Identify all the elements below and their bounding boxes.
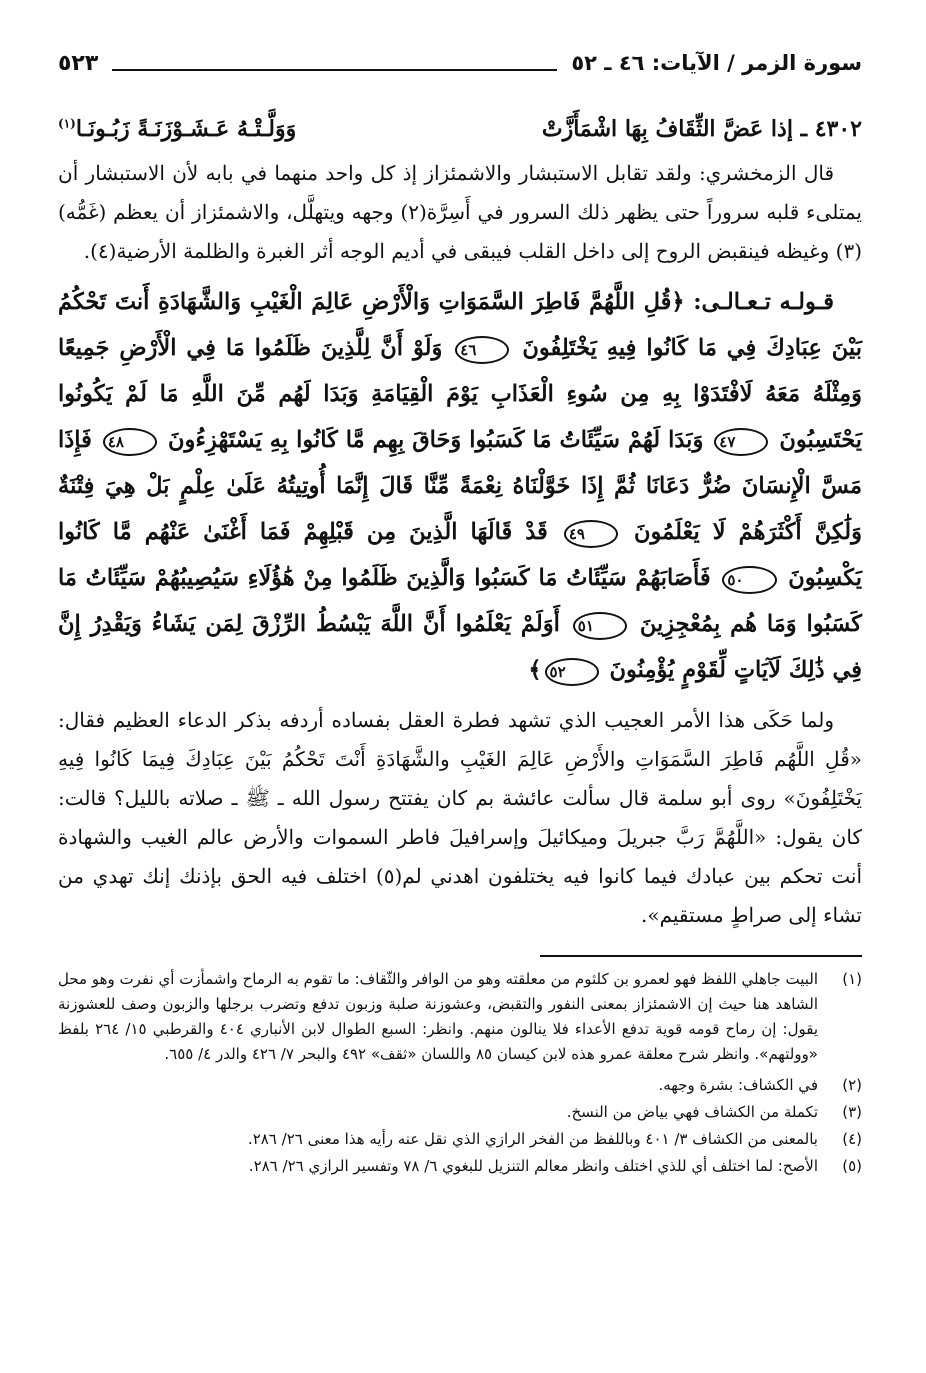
footnote-item <box>58 967 862 1067</box>
ayah-text: أَوَلَمْ يَعْلَمُوا أَنَّ اللَّهَ يَبْسُطُ الرِّزْقَ لِمَن يَشَاءُ وَيَقْدِرُ إِنَّ فِي ذَٰلِكَ لَآيَاتٍ لِّقَوْمٍ يُؤْمِنُونَ <box>58 611 862 683</box>
hemistich-2: وَوَلَّـتْـهُ عَـشَـوْزَنَـةً زَبُـونَـا <box>75 116 297 142</box>
footnote-number: (٤) <box>842 1130 862 1148</box>
verse-second-hemistich <box>58 116 296 142</box>
footnotes <box>58 967 862 1179</box>
footnote-item <box>58 1100 862 1125</box>
quran-passage <box>58 279 862 693</box>
ayah-text: وَبَدَا لَهُمْ سَيِّئَاتُ مَا كَسَبُوا وَحَاقَ بِهِم مَّا كَانُوا بِهِ يَسْتَهْزِءُونَ <box>167 427 704 453</box>
ayah-number-marker: ٥٠ <box>722 566 776 594</box>
ayah-number-marker: ٤٨ <box>103 428 157 456</box>
quran-intro: قـولـه تـعـالـى: ﴿ <box>671 289 834 315</box>
ayah-number-marker: ٥٢ <box>545 658 599 686</box>
footnote-text: الأصح: لما اختلف أي للذي اختلف وانظر معالم التنزيل للبغوي ٦/ ٧٨ وتفسير الرازي ٢٦/ ٢٨٦. <box>248 1157 818 1175</box>
footnote-number: (٥) <box>842 1157 862 1175</box>
footnote-item <box>58 1154 862 1179</box>
running-header <box>58 46 862 80</box>
ayah-text: وَلَوْ أَنَّ لِلَّذِينَ ظَلَمُوا مَا فِي الْأَرْضِ جَمِيعًا وَمِثْلَهُ مَعَهُ لَافْتَدَوْا بِهِ مِن سُوءِ الْعَذَابِ يَوْمَ الْقِيَامَةِ وَبَدَا لَهُم مِّنَ اللَّهِ مَا لَمْ يَكُونُوا يَحْتَسِبُونَ <box>58 335 862 453</box>
page-number: ٥٢٣ <box>58 50 99 76</box>
footnote-separator <box>540 955 862 957</box>
quran-close-bracket: ﴾ <box>528 657 542 683</box>
ayah-number-marker: ٤٦ <box>455 336 509 364</box>
paragraph-commentary: ولما حَكَى هذا الأمر العجيب الذي تشهد فطرة العقل بفساده أردفه بذكر الدعاء العظيم فقال: «قُلِ اللَّهُم فَاطِرَ السَّمَوَاتِ والأَرْضِ عَالِمَ الغَيْبِ والشَّهَادَةِ أَنْتَ تَحْكُمُ بَيْنَ عِبَادِكَ فِيمَا كَانُوا فِيهِ يَخْتَلِفُونَ» روى أبو سلمة قال سألت عائشة بم كان يفتتح رسول الله ـ ﷺ ـ صلاته بالليل؟ قالت: كان يقول: «اللَّهُمَّ رَبَّ جبريلَ وميكائيلَ وإسرافيلَ فاطر السموات والأرض عالم الغيب والشهادة أنت تحكم بين عبادك فيما كانوا فيه يختلفون اهدني لم(٥) اختلف فيه الحق بإذنك إنك تهدي من تشاء إلى صراطٍ مستقيم». <box>58 708 863 927</box>
footnote-text: بالمعنى من الكشاف ٣/ ٤٠١ وباللفظ من الفخر الرازي الذي نقل عنه رأيه هذا معنى ٢٦/ ٢٨٦. <box>247 1130 818 1148</box>
header-rule <box>112 55 557 71</box>
verse-number: ٤٣٠٢ <box>814 116 862 142</box>
ayah-text: فَإِذَا مَسَّ الْإِنسَانَ ضُرٌّ دَعَانَا ثُمَّ إِذَا خَوَّلْنَاهُ نِعْمَةً مِّنَّا قَالَ إِنَّمَا أُوتِيتُهُ عَلَىٰ عِلْمٍ بَلْ هِيَ فِتْنَةٌ وَلَٰكِنَّ أَكْثَرَهُمْ لَا يَعْلَمُونَ <box>58 427 862 545</box>
paragraph-zamakhshari: قال الزمخشري: ولقد تقابل الاستبشار والاشمئزاز إذ كل واحد منهما في بابه لأن الاستبشار أن يمتلىء قلبه سروراً حتى يظهر ذلك السرور في أَسِرَّة(٢) وجهه ويتهلَّل، والاشمئزاز أن يعظم (غَمُّه)(٣) وغيظه فينقبض الروح إلى داخل القلب فيبقى في أديم الوجه أثر الغبرة والظلمة الأرضية(٤). <box>58 161 862 263</box>
hemistich-1: إذا عَضَّ الثِّقَافُ بِهَا اشْمَأَزَّتْ <box>541 116 793 142</box>
verse-footnote-ref: (١) <box>58 116 76 131</box>
footnote-item <box>58 1127 862 1152</box>
footnote-text: تكملة من الكشاف فهي بياض من النسخ. <box>566 1103 818 1121</box>
poetry-verse <box>58 116 862 142</box>
footnote-text: البيت جاهلي اللفظ فهو لعمرو بن كلثوم من معلقته وهو من الوافر والثّقاف: ما تقوم به الرماح واشمأزت أي نفرت وهو محل الشاهد هنا حيث إن الاشمئزاز بمعنى النفور والتقبض، وعشوزنة صلبة وزبون تدفع وتضرب برجلها والزبون وصف للعشوزنة يقول: إن رماح قومه قوية تدفع الأعداء فلا ينالون منهم. وانظر: السبع الطوال لابن الأنباري ٤٠٤ والقرطبي ١٥/ ٢٦٤ بلفظ «وولتهم». وانظر شرح معلقة عمرو هذه لابن كيسان ٨٥ واللسان «ثقف» ٤٩٢ والبحر ٧/ ٤٢٦ والدر ٤/ ٦٥٥. <box>58 970 818 1063</box>
verse-first-hemistich: ٤٣٠٢ ـ إذا عَضَّ الثِّقَافُ بِهَا اشْمَأَزَّتْ <box>541 116 862 142</box>
footnote-number: (٢) <box>842 1076 862 1094</box>
ayah-text: فَأَصَابَهُمْ سَيِّئَاتُ مَا كَسَبُوا وَالَّذِينَ ظَلَمُوا مِنْ هَٰؤُلَاءِ سَيُصِيبُهُمْ سَيِّئَاتُ مَا كَسَبُوا وَمَا هُم بِمُعْجِزِينَ <box>58 565 863 637</box>
ayah-text: قَدْ قَالَهَا الَّذِينَ مِن قَبْلِهِمْ فَمَا أَغْنَىٰ عَنْهُم مَّا كَانُوا يَكْسِبُونَ <box>58 519 862 591</box>
footnote-text: في الكشاف: بشرة وجهه. <box>658 1076 818 1094</box>
footnote-number: (٣) <box>842 1103 862 1121</box>
footnote-number: (١) <box>842 970 862 988</box>
footnote-item <box>58 1073 862 1098</box>
ayah-number-marker: ٥١ <box>573 612 627 640</box>
ayah-text: قُلِ اللَّهُمَّ فَاطِرَ السَّمَوَاتِ وَالْأَرْضِ عَالِمَ الْغَيْبِ وَالشَّهَادَةِ أَنتَ تَحْكُمُ بَيْنَ عِبَادِكَ فِي مَا كَانُوا فِيهِ يَخْتَلِفُونَ <box>58 289 862 361</box>
ayah-number-marker: ٤٩ <box>564 520 618 548</box>
ayah-number-marker: ٤٧ <box>714 428 768 456</box>
surah-label: سورة الزمر / الآيات: ٤٦ ـ ٥٢ <box>571 51 862 75</box>
